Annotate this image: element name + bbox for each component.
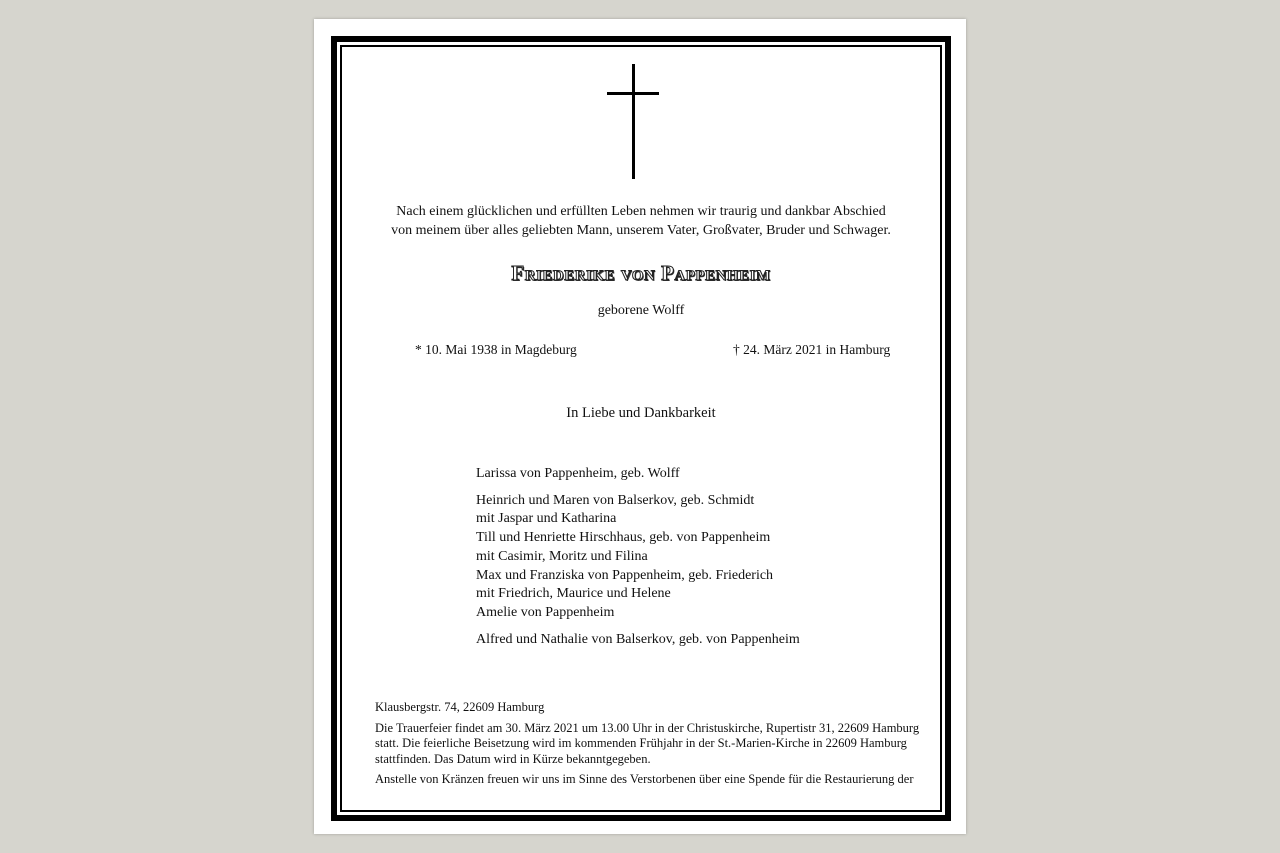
obituary-card — [314, 19, 966, 834]
footer-info — [375, 700, 930, 793]
list-item: Alfred und Nathalie von Balserkov, geb. von Pappenheim — [476, 631, 800, 647]
death-date: † 24. März 2021 in Hamburg — [733, 342, 891, 357]
list-item: mit Casimir, Moritz und Filina — [476, 548, 648, 564]
birth-date: * 10. Mai 1938 in Magdeburg — [415, 342, 577, 357]
family-group-1 — [476, 465, 800, 484]
list-item: Max und Franziska von Pappenheim, geb. Friederich — [476, 567, 774, 583]
list-item: Till und Henriette Hirschhaus, geb. von Pappenheim — [476, 530, 771, 546]
list-item: Larissa von Pappenheim, geb. Wolff — [476, 466, 680, 481]
family-group-2 — [476, 492, 800, 623]
list-item: Amelie von Pappenheim — [476, 604, 615, 620]
family-group-3 — [476, 631, 800, 650]
list-item: mit Jaspar und Katharina — [476, 511, 617, 527]
intro-line-1: Nach einem glücklichen und erfüllten Leben nehmen wir traurig und dankbar Abschied — [396, 204, 886, 219]
intro-text — [342, 203, 940, 240]
address: Klausbergstr. 74, 22609 Hamburg — [375, 700, 545, 714]
in-love-line: In Liebe und Dankbarkeit — [566, 405, 716, 421]
black-frame — [331, 36, 951, 821]
list-item: Heinrich und Maren von Balserkov, geb. Schmidt — [476, 492, 755, 508]
donation-info: Anstelle von Kränzen freuen wir uns im Sinne des Verstorbenen über eine Spende für die Restaurierung der — [375, 772, 914, 787]
family-list — [476, 465, 800, 657]
list-item: mit Friedrich, Maurice und Helene — [476, 586, 671, 602]
maiden-name: geborene Wolff — [597, 303, 685, 318]
deceased-name: Friederike von Pappenheim — [511, 261, 771, 285]
inner-frame — [340, 45, 942, 812]
ceremony-info: Die Trauerfeier findet am 30. März 2021 um 13.00 Uhr in der Christuskirche, Rupertistr 31, 22609 Hamburg statt. Die feierliche Beisetzung wird im kommenden Frühjahr in der St.-Marien-Kirche in 22609 Hamburg stattfinden. Das Datum wird in Kürze bekanntgegeben. — [375, 720, 920, 766]
intro-line-2: von meinem über alles geliebten Mann, unserem Vater, Großvater, Bruder und Schwager. — [391, 222, 891, 238]
